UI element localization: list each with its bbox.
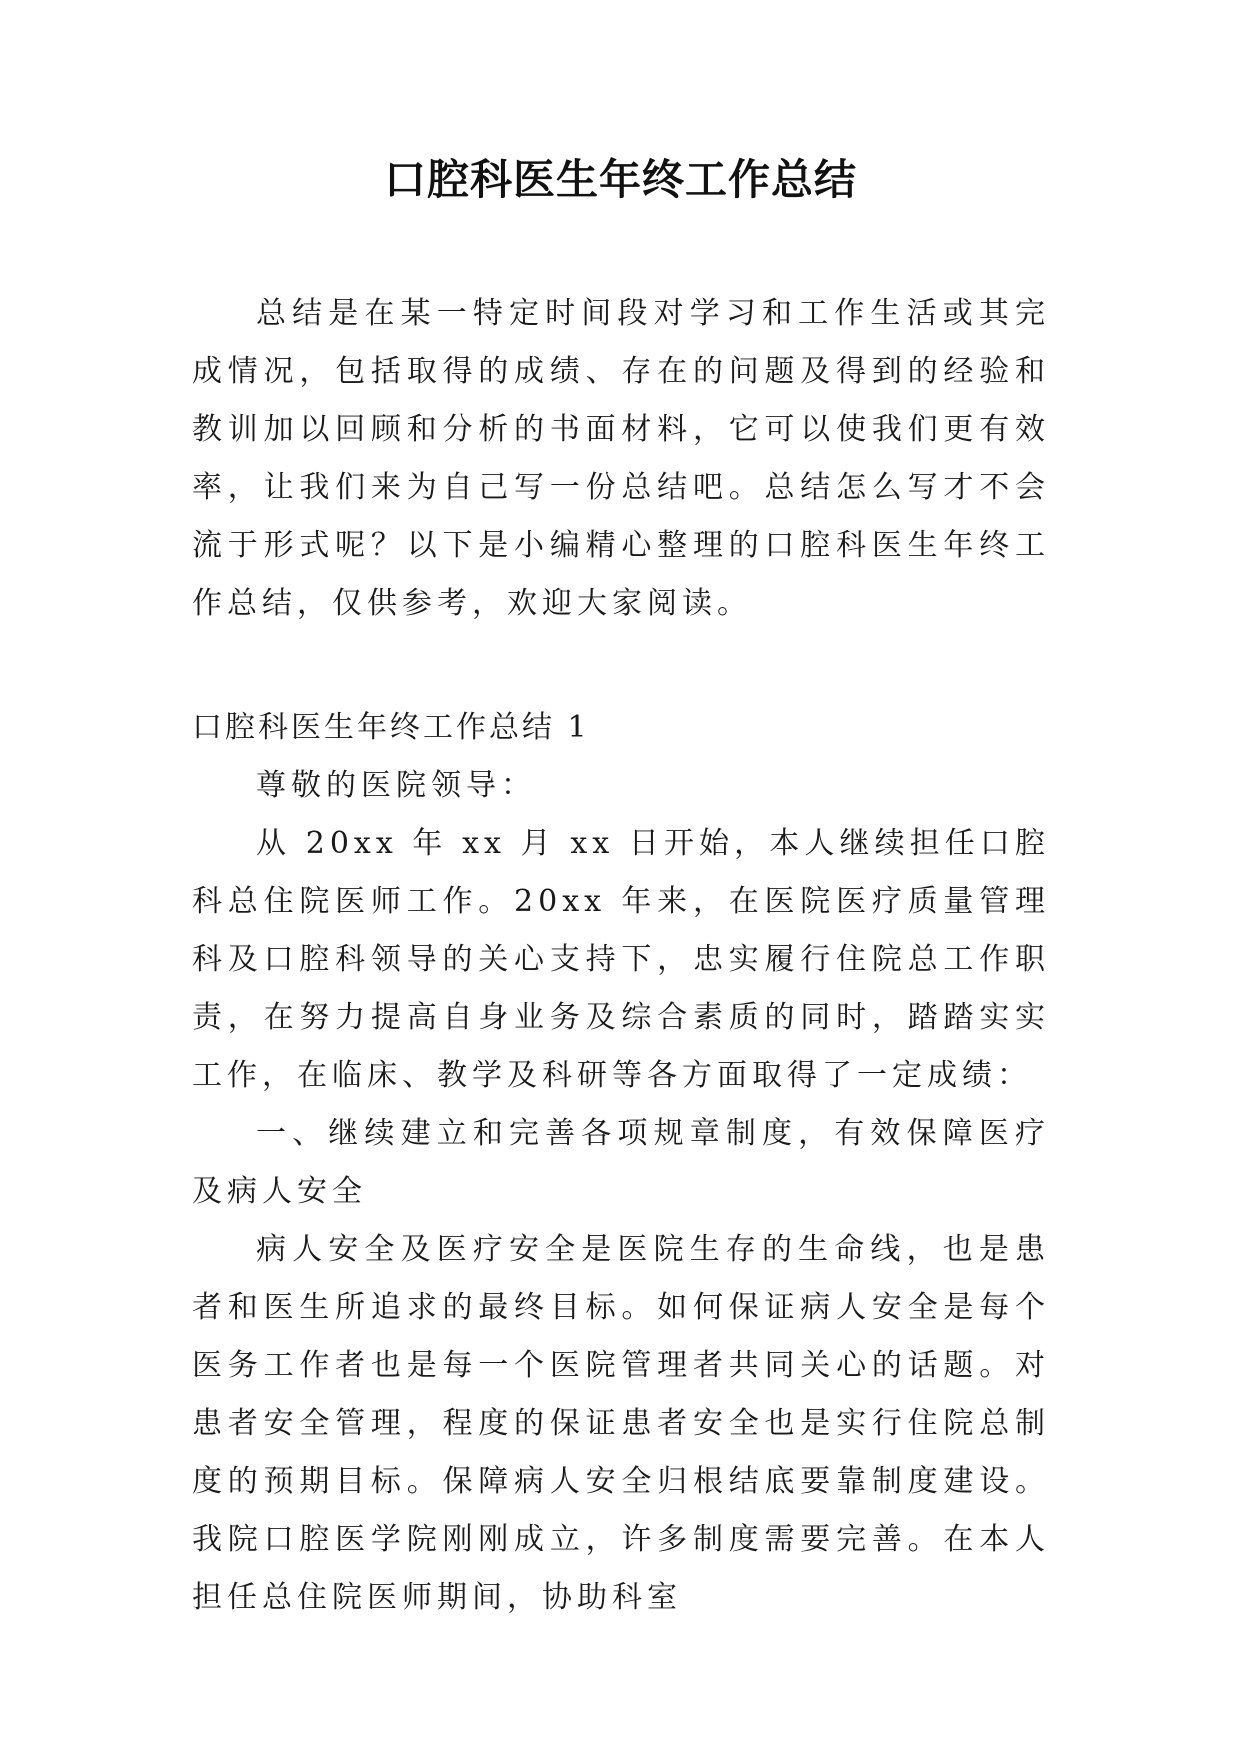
intro-paragraph: 总结是在某一特定时间段对学习和工作生活或其完成情况，包括取得的成绩、存在的问题及得到的经验和教训加以回顾和分析的书面材料，它可以使我们更有效率，让我们来为自己写一份总结吧。总结怎么写才不会流于形式呢？以下是小编精心整理的口腔科医生年终工作总结，仅供参考，欢迎大家阅读。 (192, 296, 1050, 621)
body-paragraph-2: 病人安全及医疗安全是医院生存的生命线，也是患者和医生所追求的最终目标。如何保证病人安全是每个医务工作者也是每一个医院管理者共同关心的话题。对患者安全管理，程度的保证患者安全也是实行住院总制度的预期目标。保障病人安全归根结底要靠制度建设。我院口腔医学院刚刚成立，许多制度需要完善。在本人担任总住院医师期间，协助科室 (192, 1232, 1050, 1615)
document-title: 口腔科医生年终工作总结 (383, 155, 857, 204)
subheading-1: 一、继续建立和完善各项规章制度，有效保障医疗及病人安全 (192, 1116, 1050, 1209)
salutation: 尊敬的医院领导： (256, 768, 536, 803)
body-paragraph-1: 从 20xx 年 xx 月 xx 日开始，本人继续担任口腔科总住院医师工作。20xx 年来，在医院医疗质量管理科及口腔科领导的关心支持下，忠实履行住院总工作职责，在努力提高自身业务及综合素质的同时，踏踏实实工作，在临床、教学及科研等各方面取得了一定成绩： (192, 826, 1050, 1093)
section-heading: 口腔科医生年终工作总结 1 (192, 710, 590, 745)
